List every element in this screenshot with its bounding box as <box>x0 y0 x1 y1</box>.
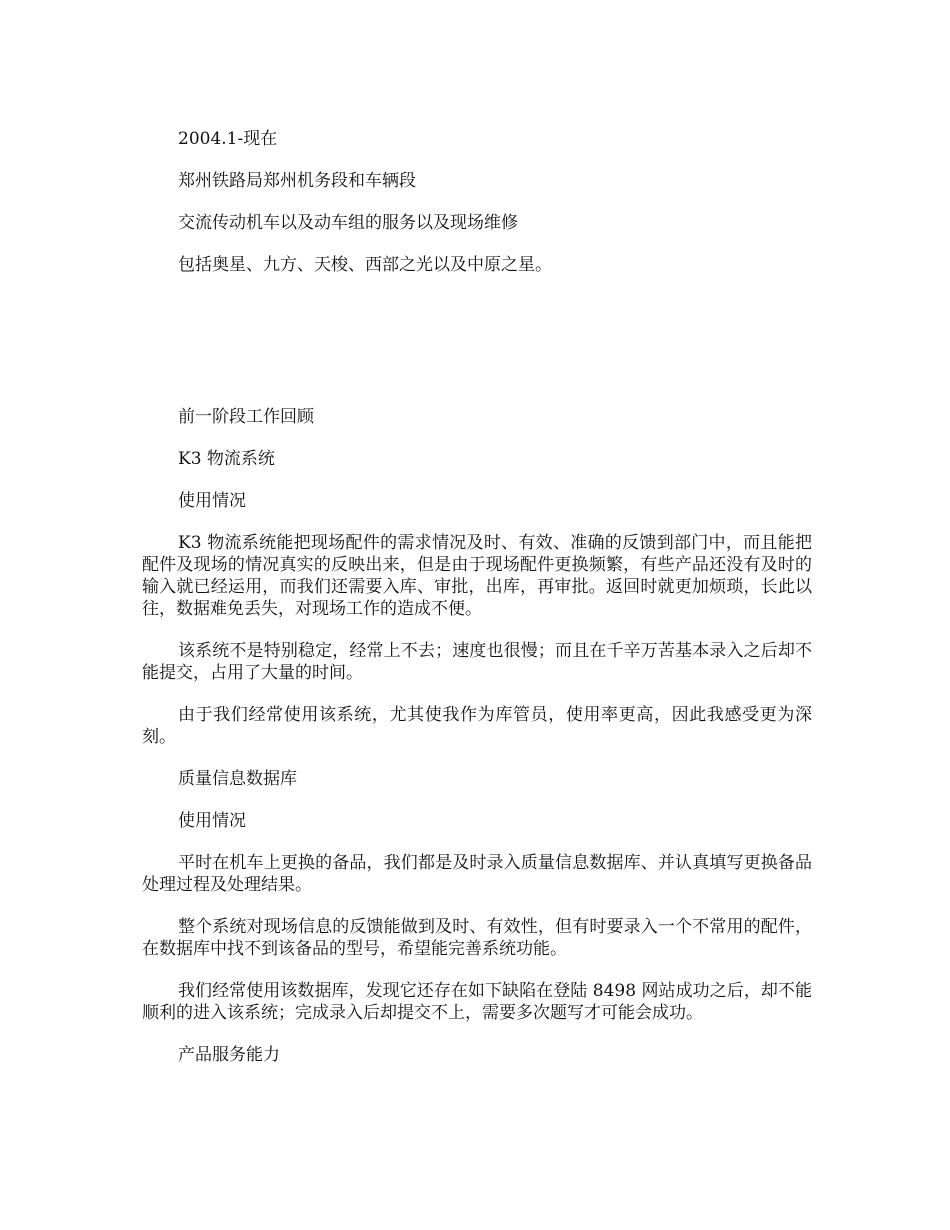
duty-line: 交流传动机车以及动车组的服务以及现场维修 <box>178 213 518 233</box>
subheading-service-capability: 产品服务能力 <box>178 1045 280 1065</box>
paragraph-quality-entry: 平时在机车上更换的备品，我们都是及时录入质量信息数据库、并认真填写更换备品处理过程及处理结果。 <box>142 853 812 895</box>
subheading-quality-database: 质量信息数据库 <box>178 769 297 789</box>
paragraph-quality-feedback: 整个系统对现场信息的反馈能做到及时、有效性，但有时要录入一个不常用的配件，在数据库中找不到该备品的型号，希望能完善系统功能。 <box>142 917 812 959</box>
subheading-usage: 使用情况 <box>178 491 246 511</box>
date-line: 2004.1-现在 <box>178 129 278 149</box>
document-body <box>142 128 812 1086</box>
section-heading-review: 前一阶段工作回顾 <box>178 407 314 427</box>
paragraph-quality-defects: 我们经常使用该数据库，发现它还存在如下缺陷在登陆 8498 网站成功之后，却不能顺利的进入该系统；完成录入后却提交不上，需要多次题写才可能会成功。 <box>142 981 812 1023</box>
subheading-usage-2: 使用情况 <box>178 811 246 831</box>
employer-line: 郑州铁路局郑州机务段和车辆段 <box>178 171 416 191</box>
paragraph-k3-stability: 该系统不是特别稳定，经常上不去；速度也很慢；而且在千辛万苦基本录入之后却不能提交，占用了大量的时间。 <box>142 641 812 683</box>
paragraph-k3-description: K3 物流系统能把现场配件的需求情况及时、有效、准确的反馈到部门中，而且能把配件及现场的情况真实的反映出来，但是由于现场配件更换频繁，有些产品还没有及时的输入就已经运用，而我们还需要入库、审批，出库，再审批。返回时就更加烦琐，长此以往，数据难免丢失，对现场工作的造成不便。 <box>142 533 812 619</box>
models-line: 包括奥星、九方、天梭、西部之光以及中原之星。 <box>178 255 552 275</box>
paragraph-k3-experience: 由于我们经常使用该系统，尤其使我作为库管员，使用率更高，因此我感受更为深刻。 <box>142 705 812 747</box>
section-spacer <box>142 296 812 406</box>
subheading-k3-system: K3 物流系统 <box>178 449 275 469</box>
